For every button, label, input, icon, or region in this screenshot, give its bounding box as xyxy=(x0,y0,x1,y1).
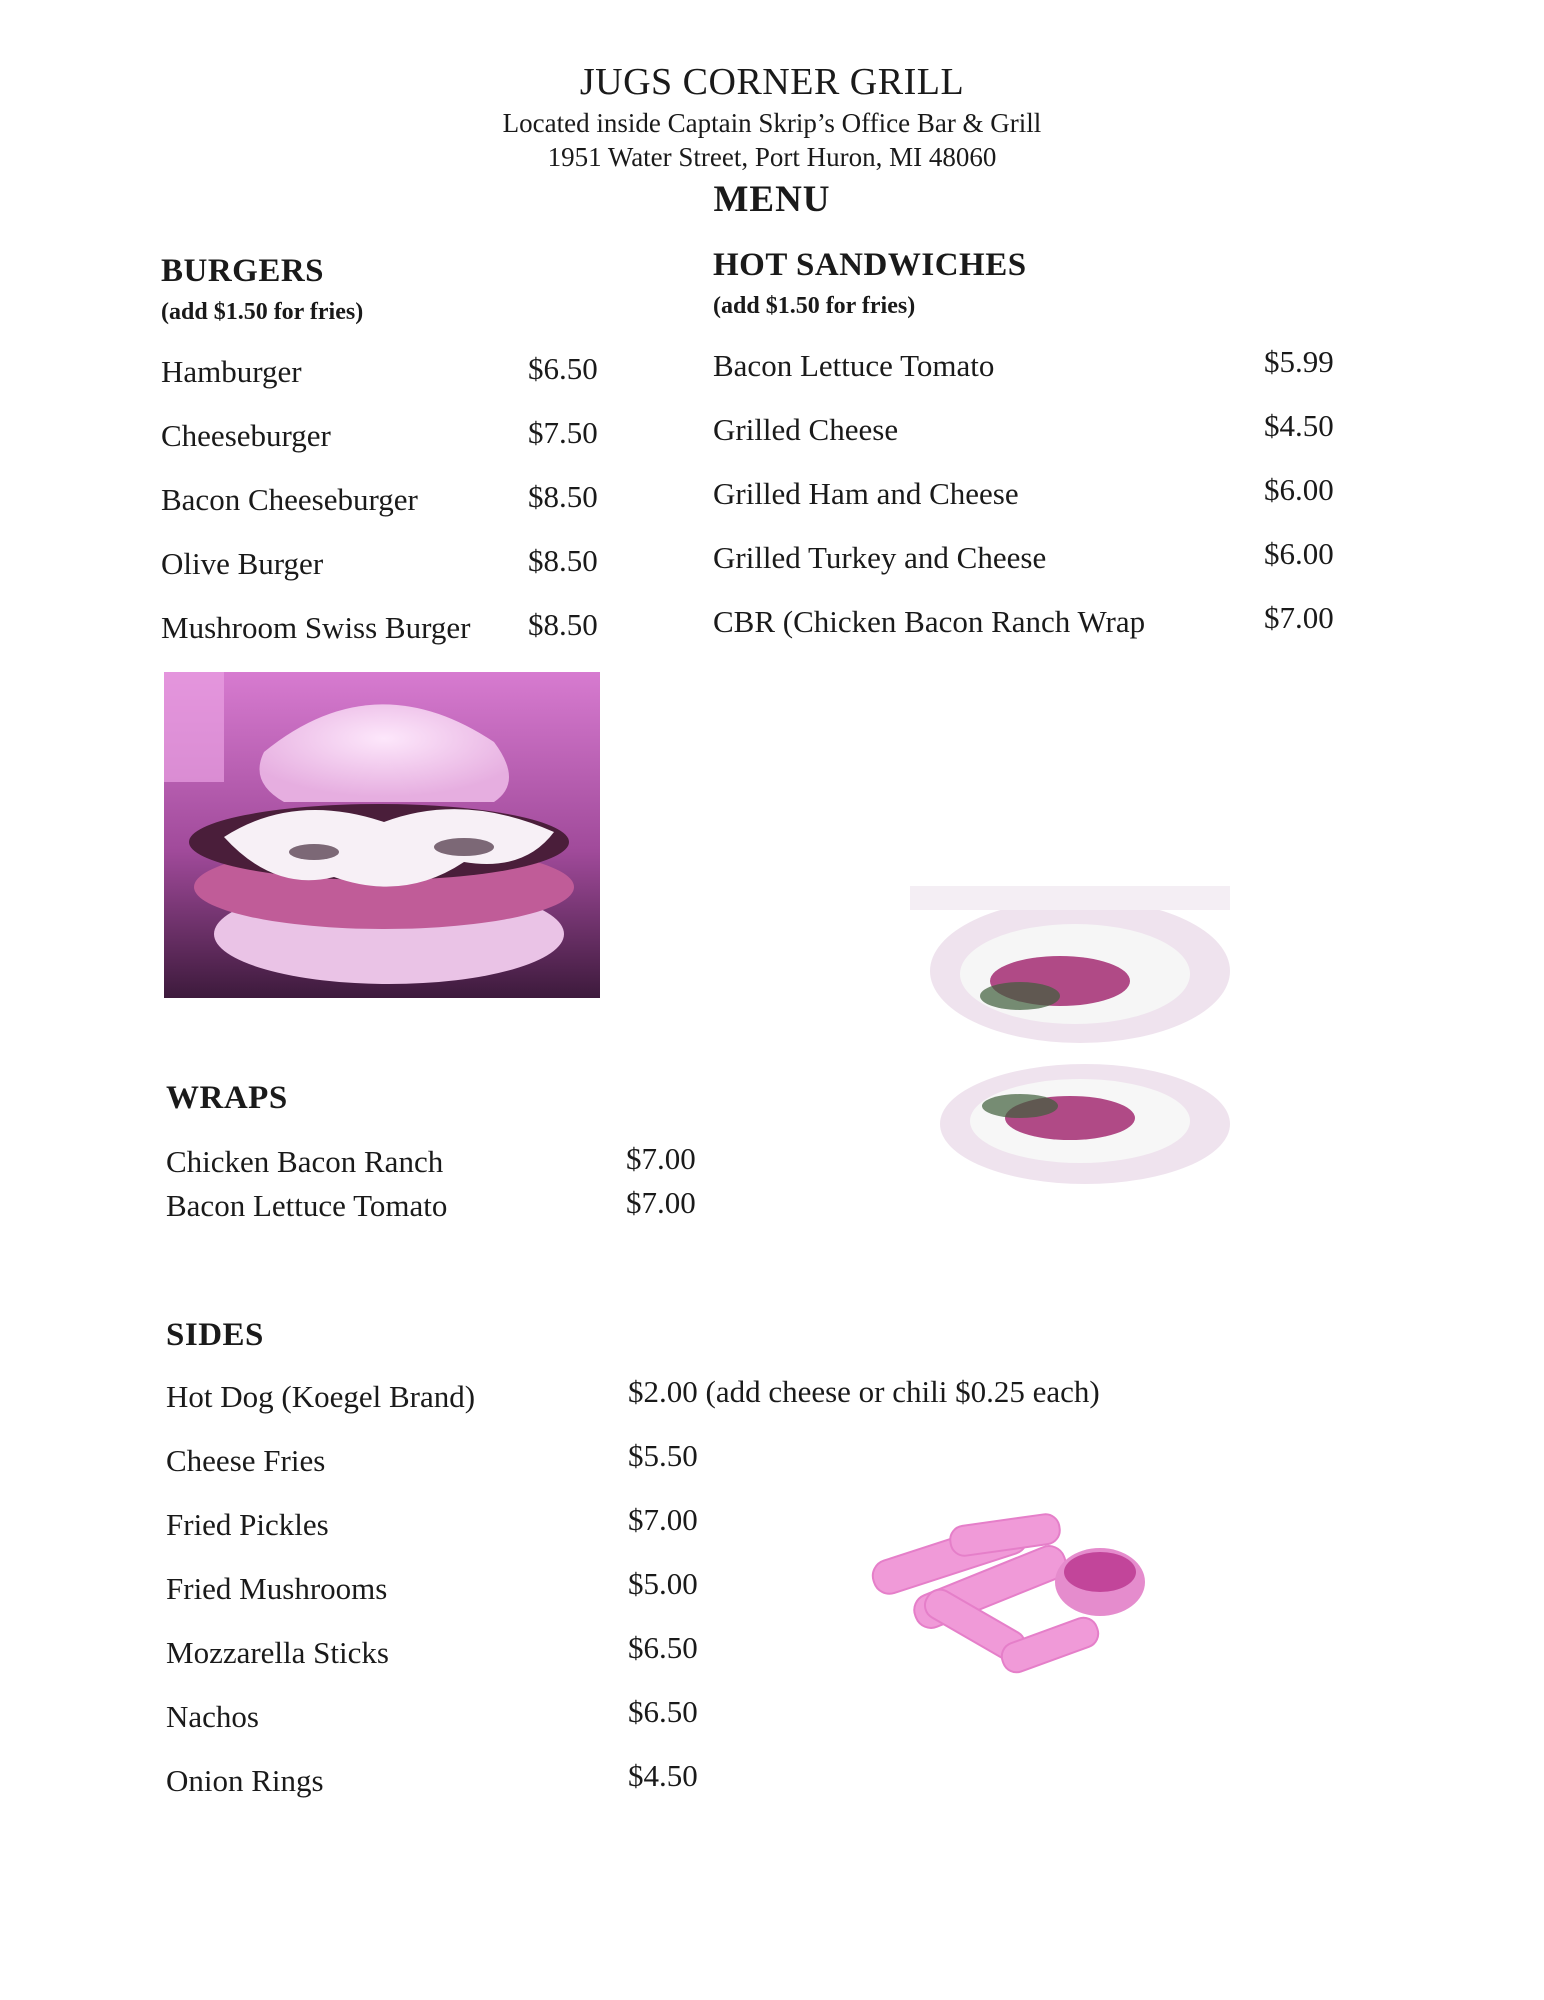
burger-item-name: Cheeseburger xyxy=(161,418,331,453)
menu-heading: MENU xyxy=(713,179,831,220)
wrap-photo xyxy=(910,886,1230,1192)
side-item-name: Cheese Fries xyxy=(166,1443,326,1478)
sandwich-item-name: Grilled Turkey and Cheese xyxy=(713,540,1047,575)
sandwich-item-price: $6.00 xyxy=(1264,536,1334,571)
burger-item-name: Bacon Cheeseburger xyxy=(161,482,418,517)
side-item-price: $6.50 xyxy=(628,1694,698,1729)
sandwich-item-price: $4.50 xyxy=(1264,408,1334,443)
side-item-price: $4.50 xyxy=(628,1758,698,1793)
side-item-name: Mozzarella Sticks xyxy=(166,1635,389,1670)
burger-item-price: $7.50 xyxy=(528,415,598,450)
sandwich-item-name: Grilled Cheese xyxy=(713,412,899,447)
side-item-price: $7.00 xyxy=(628,1502,698,1537)
burger-item-price: $6.50 xyxy=(528,351,598,386)
side-item-name: Fried Mushrooms xyxy=(166,1571,388,1606)
wrap-item-price: $7.00 xyxy=(626,1185,696,1220)
burger-image xyxy=(164,672,600,998)
sandwich-item-name: CBR (Chicken Bacon Ranch Wrap xyxy=(713,604,1146,639)
side-item-price: $2.00 (add cheese or chili $0.25 each) xyxy=(628,1374,1100,1409)
side-item-name: Hot Dog (Koegel Brand) xyxy=(166,1379,476,1414)
sides-heading: SIDES xyxy=(166,1317,264,1353)
burger-item-name: Mushroom Swiss Burger xyxy=(161,610,471,645)
side-item-name: Nachos xyxy=(166,1699,259,1734)
sandwich-item-price: $7.00 xyxy=(1264,600,1334,635)
burger-item-price: $8.50 xyxy=(528,607,598,642)
hot-sandwiches-note: (add $1.50 for fries) xyxy=(713,293,916,319)
burger-item-name: Hamburger xyxy=(161,354,302,389)
mozzarella-sticks-image xyxy=(850,1500,1170,1685)
sandwich-item-name: Grilled Ham and Cheese xyxy=(713,476,1019,511)
wrap-item-name: Chicken Bacon Ranch xyxy=(166,1144,444,1179)
wrap-item-price: $7.00 xyxy=(626,1141,696,1176)
wrap-item-name: Bacon Lettuce Tomato xyxy=(166,1188,448,1223)
burger-photo xyxy=(164,672,600,998)
side-item-name: Onion Rings xyxy=(166,1763,324,1798)
wraps-heading: WRAPS xyxy=(166,1080,288,1116)
hot-sandwiches-heading: HOT SANDWICHES xyxy=(713,247,1027,283)
wrap-image xyxy=(910,886,1230,1192)
address-line: 1951 Water Street, Port Huron, MI 48060 xyxy=(547,142,997,172)
side-item-price: $5.00 xyxy=(628,1566,698,1601)
burgers-note: (add $1.50 for fries) xyxy=(161,299,364,325)
location-line: Located inside Captain Skrip’s Office Bar & Grill xyxy=(502,108,1042,138)
burger-item-price: $8.50 xyxy=(528,479,598,514)
mozzarella-sticks-photo xyxy=(850,1500,1170,1685)
side-item-price: $5.50 xyxy=(628,1438,698,1473)
burger-item-price: $8.50 xyxy=(528,543,598,578)
side-item-name: Fried Pickles xyxy=(166,1507,329,1542)
sandwich-item-name: Bacon Lettuce Tomato xyxy=(713,348,995,383)
sandwich-item-price: $6.00 xyxy=(1264,472,1334,507)
burger-item-name: Olive Burger xyxy=(161,546,324,581)
burgers-heading: BURGERS xyxy=(161,253,325,289)
side-item-price: $6.50 xyxy=(628,1630,698,1665)
restaurant-title: JUGS CORNER GRILL xyxy=(579,61,965,103)
sandwich-item-price: $5.99 xyxy=(1264,344,1334,379)
